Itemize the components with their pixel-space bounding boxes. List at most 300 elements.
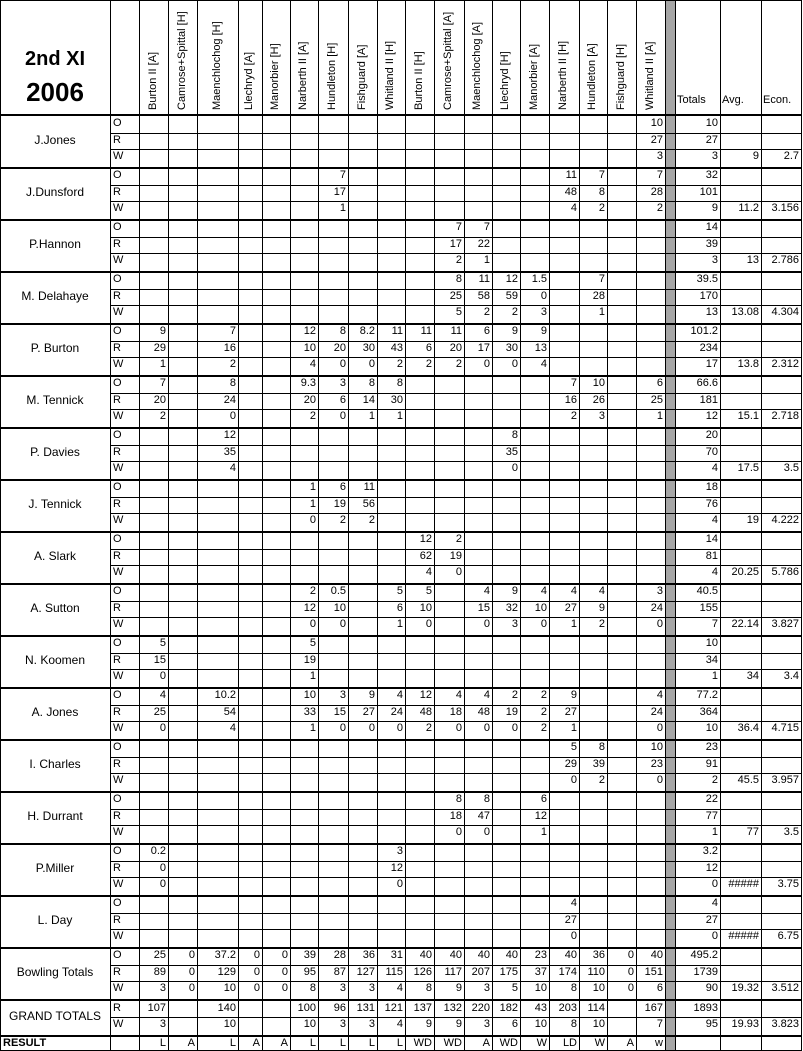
player-score-cell: [290, 445, 318, 460]
player-score-cell: [377, 305, 405, 320]
player-score-cell: [405, 636, 434, 651]
player-score-cell: [520, 185, 549, 200]
player-score-cell: [262, 133, 290, 148]
match-header: Burton II [H]: [412, 51, 425, 110]
player-score-cell: [607, 480, 636, 495]
player-score-cell: [318, 792, 348, 807]
bowling-total-cell: 40: [564, 949, 577, 961]
player-score-cell: [377, 532, 405, 547]
player-score-cell: 11: [420, 325, 432, 337]
player-score-cell: [405, 133, 434, 148]
player-score-cell: [464, 376, 492, 391]
player-score-cell: [434, 133, 464, 148]
total-cell: 66.6: [696, 377, 718, 389]
player-score-cell: [262, 896, 290, 911]
player-score-cell: 18: [449, 705, 462, 718]
player-score-cell: [290, 237, 318, 252]
player-score-cell: [348, 896, 377, 911]
player-score-cell: [607, 393, 636, 408]
player-score-cell: [434, 376, 464, 391]
result-cell: L: [309, 1037, 316, 1049]
player-score-cell: [464, 133, 492, 148]
player-score-cell: 2: [511, 306, 518, 319]
econ-cell: 2.312: [771, 358, 799, 371]
player-score-cell: [238, 669, 262, 684]
player-score-cell: [238, 532, 262, 547]
player-score-cell: 2: [511, 689, 518, 701]
player-score-cell: 10: [333, 601, 346, 614]
player-score-cell: [464, 532, 492, 547]
player-score-cell: [607, 497, 636, 512]
player-score-cell: [197, 825, 238, 840]
bowling-total-cell: 0: [253, 965, 260, 978]
player-score-cell: [139, 168, 168, 183]
player-score-cell: [464, 913, 492, 928]
player-name: A. Slark: [33, 549, 76, 563]
player-score-cell: [348, 653, 377, 668]
avg-cell: 13.8: [737, 358, 759, 371]
player-score-cell: 2: [455, 533, 462, 545]
player-score-cell: 3: [656, 150, 663, 163]
player-score-cell: [348, 757, 377, 772]
total-cell: 23: [705, 741, 718, 753]
player-score-cell: 19: [303, 653, 316, 666]
bowling-total-cell: 126: [413, 965, 432, 978]
grand-total-cell: [238, 1001, 262, 1016]
result-cell: L: [159, 1037, 166, 1049]
player-score-cell: [238, 185, 262, 200]
player-score-cell: [238, 844, 262, 859]
player-score-cell: [262, 116, 290, 131]
player-score-cell: 15: [477, 601, 490, 614]
player-score-cell: 0: [309, 514, 316, 527]
player-score-cell: 10: [419, 601, 432, 614]
grid-line: [110, 861, 801, 862]
player-score-cell: [168, 497, 197, 512]
player-score-cell: [464, 168, 492, 183]
player-score-cell: [579, 861, 607, 876]
player-score-cell: [139, 461, 168, 476]
player-score-cell: [290, 253, 318, 268]
player-score-cell: [607, 565, 636, 580]
player-score-cell: [405, 825, 434, 840]
player-score-cell: [492, 929, 520, 944]
total-cell: 39: [705, 237, 718, 250]
player-score-cell: [607, 929, 636, 944]
bowling-total-cell: 129: [217, 965, 236, 978]
player-score-cell: [262, 584, 290, 599]
player-score-cell: [168, 253, 197, 268]
player-score-cell: [520, 445, 549, 460]
player-score-cell: [636, 445, 665, 460]
bowling-total-cell: 0: [188, 949, 195, 961]
player-score-cell: [434, 896, 464, 911]
grand-total-cell: 3: [483, 1018, 490, 1030]
grid-line: [110, 669, 801, 670]
player-score-cell: 7: [598, 169, 605, 181]
player-score-cell: [636, 532, 665, 547]
player-score-cell: 0: [455, 826, 462, 839]
player-score-cell: 4: [598, 585, 605, 597]
player-score-cell: [377, 513, 405, 528]
total-cell: 77.2: [696, 689, 718, 701]
grid-line: [110, 773, 801, 774]
player-score-cell: [318, 636, 348, 651]
player-score-cell: [238, 409, 262, 424]
total-cell: 77: [705, 809, 718, 822]
player-score-cell: [405, 253, 434, 268]
player-score-cell: [607, 896, 636, 911]
player-score-cell: [348, 220, 377, 235]
player-score-cell: 6: [339, 481, 346, 493]
player-score-cell: [197, 201, 238, 216]
match-header: Manorbier [A]: [527, 43, 540, 110]
player-score-cell: [168, 149, 197, 164]
player-score-cell: 8: [396, 377, 403, 389]
grand-total-cell: 132: [443, 1002, 462, 1014]
row-type-label: W: [113, 514, 124, 527]
player-score-cell: 11: [391, 325, 403, 337]
player-score-cell: 12: [390, 861, 403, 874]
bowling-total-cell: 0: [627, 949, 634, 961]
grand-total-cell: 220: [471, 1002, 490, 1014]
player-score-cell: [348, 929, 377, 944]
player-score-cell: [579, 844, 607, 859]
player-score-cell: [168, 185, 197, 200]
player-score-cell: [348, 565, 377, 580]
player-score-cell: [377, 497, 405, 512]
player-score-cell: [405, 896, 434, 911]
player-score-cell: [290, 549, 318, 564]
player-score-cell: 10: [650, 741, 663, 753]
player-score-cell: 24: [650, 705, 663, 718]
grid-line: [464, 0, 465, 1050]
player-score-cell: [139, 913, 168, 928]
player-score-cell: [290, 116, 318, 131]
player-score-cell: 7: [229, 325, 236, 337]
player-score-cell: 18: [449, 809, 462, 822]
player-score-cell: [290, 825, 318, 840]
player-score-cell: 23: [650, 757, 663, 770]
player-score-cell: [520, 877, 549, 892]
row-type-label: R: [113, 497, 121, 510]
row-type-label: O: [113, 741, 122, 753]
avg-cell: 34: [746, 670, 759, 683]
player-score-cell: [168, 461, 197, 476]
player-score-cell: [139, 272, 168, 287]
player-score-cell: [318, 825, 348, 840]
player-score-cell: [139, 929, 168, 944]
player-score-cell: [520, 636, 549, 651]
player-score-cell: [290, 809, 318, 824]
player-score-cell: 62: [419, 549, 432, 562]
player-score-cell: [262, 825, 290, 840]
row-type-label: R: [113, 289, 121, 302]
total-cell: 10: [705, 722, 718, 735]
player-score-cell: [492, 149, 520, 164]
player-score-cell: [348, 792, 377, 807]
player-score-cell: [579, 133, 607, 148]
player-score-cell: [579, 669, 607, 684]
player-score-cell: [636, 636, 665, 651]
player-score-cell: 58: [477, 289, 490, 302]
player-score-cell: [318, 532, 348, 547]
avg-cell: 17.5: [737, 462, 759, 475]
player-score-cell: [238, 341, 262, 356]
total-cell: 40.5: [696, 585, 718, 597]
player-score-cell: 48: [477, 705, 490, 718]
player-score-cell: 32: [505, 601, 518, 614]
player-score-cell: [579, 565, 607, 580]
player-score-cell: [377, 237, 405, 252]
player-score-cell: [348, 601, 377, 616]
player-score-cell: [549, 324, 579, 339]
player-score-cell: 0: [483, 722, 490, 735]
player-score-cell: [549, 272, 579, 287]
player-score-cell: [318, 149, 348, 164]
player-score-cell: [377, 445, 405, 460]
player-score-cell: [549, 133, 579, 148]
grid-line: [636, 0, 637, 1050]
player-score-cell: 2: [425, 358, 432, 371]
player-score-cell: [492, 740, 520, 755]
player-score-cell: [262, 617, 290, 632]
player-score-cell: [377, 929, 405, 944]
player-score-cell: [262, 792, 290, 807]
player-score-cell: [549, 480, 579, 495]
player-score-cell: 2: [455, 254, 462, 267]
bowling-total-cell: 40: [477, 949, 490, 961]
player-score-cell: 20: [303, 393, 316, 406]
player-score-cell: 1: [570, 722, 577, 735]
result-cell: W: [594, 1037, 605, 1049]
player-score-cell: [464, 409, 492, 424]
player-score-cell: 26: [592, 393, 605, 406]
player-score-cell: [318, 237, 348, 252]
player-score-cell: 9: [368, 689, 375, 701]
avg-cell: #####: [728, 878, 759, 891]
player-score-cell: [579, 149, 607, 164]
econ-cell: 6.75: [777, 930, 799, 943]
player-score-cell: [262, 861, 290, 876]
player-score-cell: [492, 773, 520, 788]
player-score-cell: 2: [570, 410, 577, 423]
player-score-cell: [262, 409, 290, 424]
player-score-cell: [377, 757, 405, 772]
grid-line: [110, 461, 801, 462]
player-score-cell: [139, 757, 168, 772]
player-score-cell: [318, 861, 348, 876]
total-cell: 155: [699, 601, 718, 614]
player-score-cell: [262, 929, 290, 944]
grid-line: [238, 0, 239, 1050]
player-score-cell: [197, 565, 238, 580]
total-cell: 70: [705, 445, 718, 458]
player-score-cell: 9: [598, 601, 605, 614]
total-cell: 76: [705, 497, 718, 510]
row-type-label: W: [113, 254, 124, 267]
player-score-cell: [318, 272, 348, 287]
player-score-cell: [168, 116, 197, 131]
player-score-cell: [197, 861, 238, 876]
row-type-label: O: [113, 117, 122, 129]
player-score-cell: [434, 913, 464, 928]
player-score-cell: [607, 653, 636, 668]
player-score-cell: 27: [564, 913, 577, 926]
player-score-cell: [238, 461, 262, 476]
player-score-cell: [549, 825, 579, 840]
bowling-total-cell: 6: [656, 982, 663, 995]
player-score-cell: [579, 513, 607, 528]
player-score-cell: [377, 428, 405, 443]
player-score-cell: [405, 513, 434, 528]
player-score-cell: [348, 168, 377, 183]
player-name: A. Sutton: [30, 601, 80, 615]
player-score-cell: [549, 341, 579, 356]
player-score-cell: 2: [656, 202, 663, 215]
player-score-cell: 8.2: [359, 325, 375, 337]
player-score-cell: [520, 896, 549, 911]
player-score-cell: [290, 757, 318, 772]
grid-line: [607, 0, 608, 1050]
player-score-cell: [434, 617, 464, 632]
player-name: N. Koomen: [24, 653, 86, 667]
player-score-cell: [168, 757, 197, 772]
player-score-cell: [434, 168, 464, 183]
player-name: H. Durrant: [27, 809, 83, 823]
player-score-cell: [464, 929, 492, 944]
player-score-cell: [607, 201, 636, 216]
total-cell: 101.2: [690, 325, 718, 337]
player-score-cell: [377, 272, 405, 287]
player-score-cell: 30: [505, 341, 518, 354]
player-score-cell: 7: [159, 377, 166, 389]
result-cell: WD: [443, 1037, 462, 1049]
grid-line: [290, 0, 291, 1050]
player-score-cell: [318, 305, 348, 320]
player-score-cell: [405, 809, 434, 824]
grid-line: [110, 201, 801, 202]
player-score-cell: [290, 844, 318, 859]
player-score-cell: 13: [534, 341, 547, 354]
grid-line: [110, 721, 801, 722]
player-score-cell: [520, 428, 549, 443]
player-score-cell: 1: [396, 618, 403, 631]
player-score-cell: [636, 237, 665, 252]
player-score-cell: [290, 168, 318, 183]
player-score-cell: [168, 861, 197, 876]
player-score-cell: [290, 201, 318, 216]
player-score-cell: [197, 653, 238, 668]
player-score-cell: 10.2: [214, 689, 236, 701]
player-score-cell: 2: [598, 202, 605, 215]
total-cell: 10: [705, 117, 718, 129]
bowling-total-cell: 8: [570, 982, 577, 995]
player-score-cell: [405, 272, 434, 287]
grid-line: [110, 149, 801, 150]
total-cell: 170: [699, 289, 718, 302]
avg-cell: 11.2: [738, 202, 759, 215]
player-score-cell: [318, 757, 348, 772]
player-score-cell: [262, 757, 290, 772]
player-score-cell: [377, 669, 405, 684]
grid-line: [0, 0, 802, 1]
bowling-total-cell: 89: [153, 965, 166, 978]
result-cell: LD: [562, 1037, 577, 1049]
bowling-total-cell: 95: [303, 965, 316, 978]
grid-line: [139, 0, 140, 1050]
player-score-cell: [139, 428, 168, 443]
player-score-cell: [262, 149, 290, 164]
total-cell: 1: [711, 670, 718, 683]
player-score-cell: [168, 929, 197, 944]
player-score-cell: [636, 253, 665, 268]
player-score-cell: 0: [483, 826, 490, 839]
player-score-cell: [262, 721, 290, 736]
player-score-cell: [492, 565, 520, 580]
player-score-cell: [290, 929, 318, 944]
grand-total-cell: 182: [499, 1002, 518, 1014]
row-type-label: W: [113, 774, 124, 787]
player-score-cell: [492, 220, 520, 235]
player-score-cell: [607, 376, 636, 391]
player-score-cell: 0: [483, 358, 490, 371]
player-score-cell: 22: [477, 237, 490, 250]
row-type-label: R: [113, 913, 121, 926]
player-score-cell: 25: [153, 705, 166, 718]
player-score-cell: 9: [159, 325, 166, 337]
player-score-cell: 3: [396, 845, 403, 857]
summary-header: Avg.: [722, 94, 744, 106]
bowling-total-cell: 87: [333, 965, 346, 978]
bowling-total-cell: 3: [339, 982, 346, 995]
player-score-cell: [579, 705, 607, 720]
player-score-cell: [464, 497, 492, 512]
player-score-cell: [549, 116, 579, 131]
player-score-cell: [607, 636, 636, 651]
player-score-cell: [434, 584, 464, 599]
player-score-cell: [197, 305, 238, 320]
player-score-cell: 0: [656, 618, 663, 631]
player-score-cell: [238, 896, 262, 911]
player-score-cell: [607, 617, 636, 632]
player-score-cell: 30: [362, 341, 375, 354]
player-score-cell: 29: [564, 757, 577, 770]
player-score-cell: [348, 877, 377, 892]
grid-line: [720, 0, 721, 1050]
row-type-label: R: [113, 393, 121, 406]
player-score-cell: 1: [309, 670, 316, 683]
player-score-cell: 9: [570, 689, 577, 701]
player-score-cell: [636, 220, 665, 235]
player-score-cell: [405, 877, 434, 892]
player-score-cell: [636, 929, 665, 944]
player-score-cell: [377, 253, 405, 268]
player-score-cell: [262, 237, 290, 252]
row-type-label: W: [113, 150, 124, 163]
row-type-label: R: [113, 549, 121, 562]
bowling-total-cell: 3: [483, 982, 490, 995]
bowling-total-cell: 40: [650, 949, 663, 961]
player-score-cell: [579, 428, 607, 443]
bowling-total-cell: 9: [455, 982, 462, 995]
grand-total-cell: 203: [558, 1002, 577, 1014]
bowling-total-cell: 36: [362, 949, 375, 961]
player-score-cell: 0: [425, 618, 432, 631]
player-score-cell: [377, 792, 405, 807]
player-score-cell: [238, 201, 262, 216]
player-score-cell: [262, 688, 290, 703]
